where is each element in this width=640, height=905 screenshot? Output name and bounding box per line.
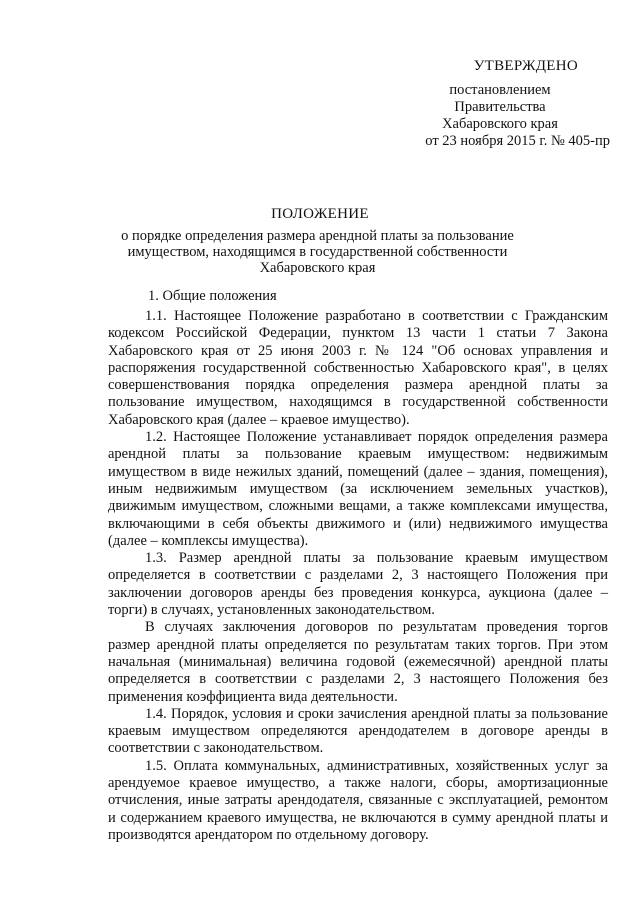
approval-line: Правительства [454,99,546,115]
paragraph: 1.2. Настоящее Положение устанавливает порядок определения размера арендной платы за пользование краевым имуществом: недвижимым имуществом в виде нежилых зданий, помещений (далее – здания, помещения), иным недвижимым имуществом (за исключением земельных участков), движимым имуществом, сложными вещами, а также комплексами имущества, включающими в себя объекты движимого и (или) недвижимого имущества (далее – комплексы имущества). [108,429,608,549]
approval-block [390,58,610,150]
paragraph: 1.5. Оплата коммунальных, административных, хозяйственных услуг за арендуемое краевое имущество, а также налоги, сборы, амортизационные отчисления, иные затраты арендодателя, связанные с эксплуатацией, ремонтом и содержанием краевого имущества, не включаются в сумму арендной платы и производятся арендатором по отдельному договору. [108,757,608,843]
section-heading: 1. Общие положения [148,288,277,304]
approval-date: от 23 ноября 2015 г. № 405-пр [425,133,610,149]
paragraph: 1.3. Размер арендной платы за пользование краевым имуществом определяется в соответствии с разделами 2, 3 настоящего Положения при заключении договоров аренды без проведения конкурса, аукциона (далее – торги) в случаях, установленных законодательством. [108,550,608,619]
approval-line: постановлением [449,82,551,98]
paragraph: 1.4. Порядок, условия и сроки зачисления арендной платы за пользование краевым имуществом определяются арендодателем в договоре аренды в соответствии с законодательством. [108,705,608,757]
document-body [108,308,608,844]
approval-stamp: УТВЕРЖДЕНО [473,58,578,74]
approval-line: Хабаровского края [442,116,558,132]
document-subtitle: о порядке определения размера арендной платы за пользование имуществом, находящимся в государственной собственности Хабаровского края [121,228,514,276]
document-title: ПОЛОЖЕНИЕ [271,206,369,222]
paragraph: 1.1. Настоящее Положение разработано в соответствии с Гражданским кодексом Российской Федерации, пунктом 13 части 1 статьи 7 Закона Хабаровского края от 25 июня 2003 г. № 124 "Об основах управления и распоряжения государственной собственностью Хабаровского края", в целях совершенствования порядка определения размера арендной платы за пользование имуществом, находящимся в государственной собственности Хабаровского края (далее – краевое имущество). [108,308,608,428]
paragraph: В случаях заключения договоров по результатам проведения торгов размер арендной платы определяется по результатам таких торгов. При этом начальная (минимальная) величина годовой (ежемесячной) арендной платы определяется в соответствии с разделами 2, 3 настоящего Положения без применения коэффициента вида деятельности. [108,619,608,705]
